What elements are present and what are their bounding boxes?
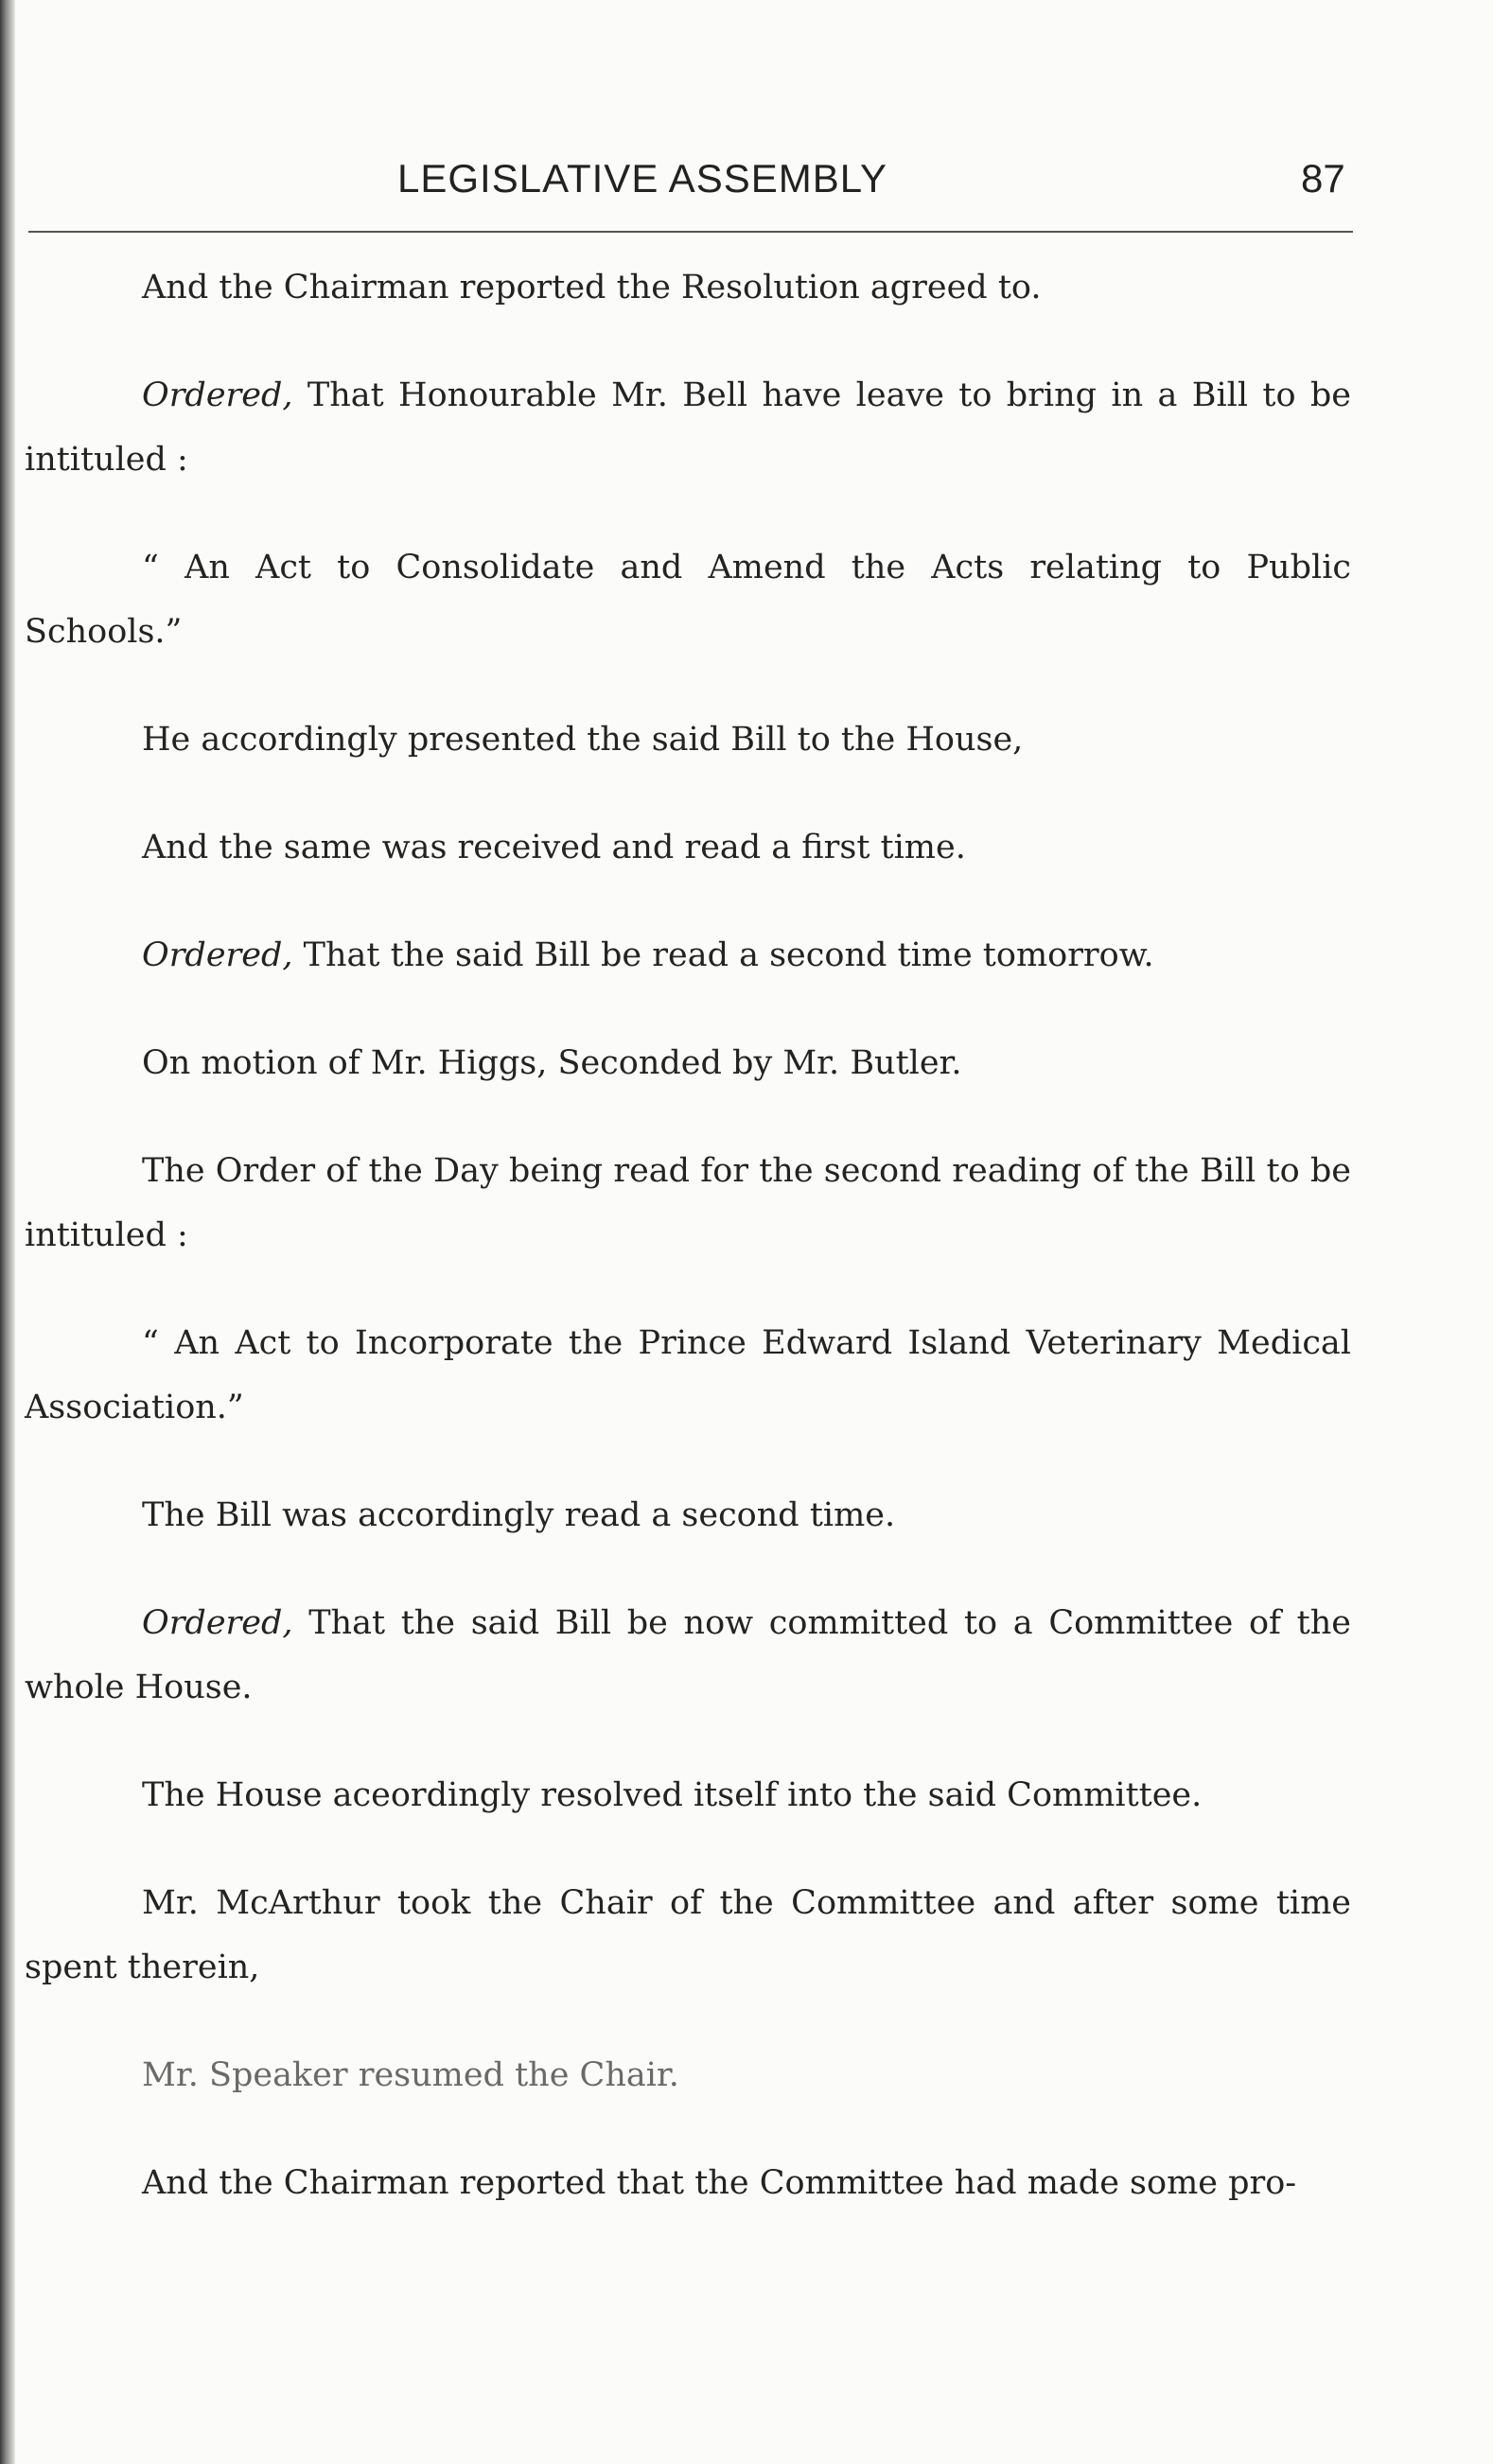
paragraph-text: And the Chairman reported that the Committee had made some pro- <box>142 2164 1297 2202</box>
paragraph-text: And the same was received and read a first time. <box>142 829 966 866</box>
paragraph-text: On motion of Mr. Higgs, Seconded by Mr. Butler. <box>142 1044 962 1082</box>
paragraph-text: The House aceordingly resolved itself into the said Committee. <box>142 1776 1203 1814</box>
paragraph-speaker-resumed <box>25 2043 1351 2107</box>
paragraph-mcarthur-chair <box>25 1871 1351 2000</box>
paragraph-text: The Order of the Day being read for the second reading of the Bill to be intituled : <box>25 1152 1351 1254</box>
paragraph-read-second-time <box>25 1483 1351 1547</box>
paragraph-text: He accordingly presented the said Bill to the House, <box>142 721 1024 759</box>
paragraph-ordered-bell-leave <box>25 363 1351 492</box>
paragraph-chairman-reported-resolution <box>25 255 1351 320</box>
running-head-title: LEGISLATIVE ASSEMBLY <box>397 156 887 201</box>
paragraph-lead: Ordered, <box>142 936 293 974</box>
header-rule <box>28 231 1353 233</box>
paragraph-text: That the said Bill be read a second time tomorrow. <box>292 936 1154 974</box>
paragraph-text: That Honourable Mr. Bell have leave to bring in a Bill to be intituled : <box>25 376 1351 479</box>
paragraph-ordered-committed <box>25 1591 1351 1720</box>
body-text <box>25 255 1351 2259</box>
paragraph-text: “ An Act to Consolidate and Amend the Acts relating to Public Schools.” <box>25 549 1351 651</box>
paragraph-order-of-day <box>25 1139 1351 1267</box>
paragraph-first-reading <box>25 815 1351 880</box>
paragraph-text: Mr. McArthur took the Chair of the Committee and after some time spent therein, <box>25 1884 1351 1986</box>
running-head <box>28 156 1353 213</box>
paragraph-veterinary-act <box>25 1311 1351 1440</box>
paragraph-text: Mr. Speaker resumed the Chair. <box>142 2056 679 2094</box>
paragraph-text: And the Chairman reported the Resolution agreed to. <box>142 269 1042 306</box>
paragraph-text: The Bill was accordingly read a second time. <box>142 1496 896 1534</box>
paragraph-text: “ An Act to Incorporate the Prince Edward Island Veterinary Medical Association.” <box>25 1324 1351 1426</box>
paragraph-presented-bill <box>25 708 1351 772</box>
paragraph-ordered-second-reading <box>25 923 1351 987</box>
paragraph-public-schools-act <box>25 535 1351 664</box>
page-number: 87 <box>1301 156 1345 201</box>
paragraph-chairman-reported-progress <box>25 2151 1351 2215</box>
paragraph-lead: Ordered, <box>142 1604 293 1642</box>
paragraph-lead: Ordered, <box>142 376 293 414</box>
paragraph-text: That the said Bill be now committed to a Committee of the whole House. <box>25 1604 1351 1706</box>
paragraph-motion-higgs <box>25 1031 1351 1095</box>
paragraph-house-resolved <box>25 1763 1351 1827</box>
